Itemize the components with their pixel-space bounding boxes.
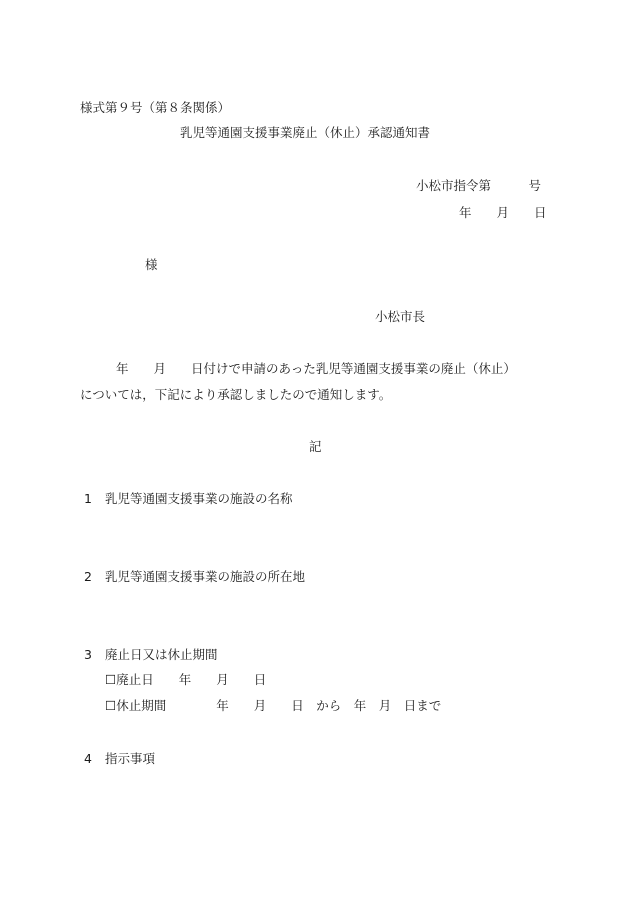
record-heading: 記 — [309, 439, 322, 454]
addressee: 様 — [145, 257, 158, 272]
issuer: 小松市長 — [375, 309, 426, 324]
item-label: 乳児等通園支援事業の施設の名称 — [105, 491, 293, 506]
item-number: 4 — [84, 751, 92, 766]
document-title: 乳児等通園支援事業廃止（休止）承認通知書 — [180, 125, 431, 140]
item-label: 乳児等通園支援事業の施設の所在地 — [105, 569, 306, 584]
suspension-period-option: ☐休止期間 年 月 日 から 年 月 日まで — [105, 698, 442, 713]
notice-number: 小松市指令第 号 — [416, 178, 542, 193]
notice-date: 年 月 日 — [459, 205, 547, 220]
body-line-1: 年 月 日付けで申請のあった乳児等通園支援事業の廃止（休止） — [91, 361, 516, 376]
form-label: 様式第９号（第８条関係） — [80, 100, 231, 115]
item-label: 廃止日又は休止期間 — [105, 647, 218, 662]
body-line-2: については，下記により承認しましたので通知します。 — [80, 387, 392, 402]
item-number: 2 — [84, 569, 92, 584]
item-label: 指示事項 — [105, 751, 156, 766]
abolition-date-option: ☐廃止日 年 月 日 — [105, 672, 267, 687]
item-number: 1 — [84, 491, 92, 506]
item-number: 3 — [84, 647, 92, 662]
